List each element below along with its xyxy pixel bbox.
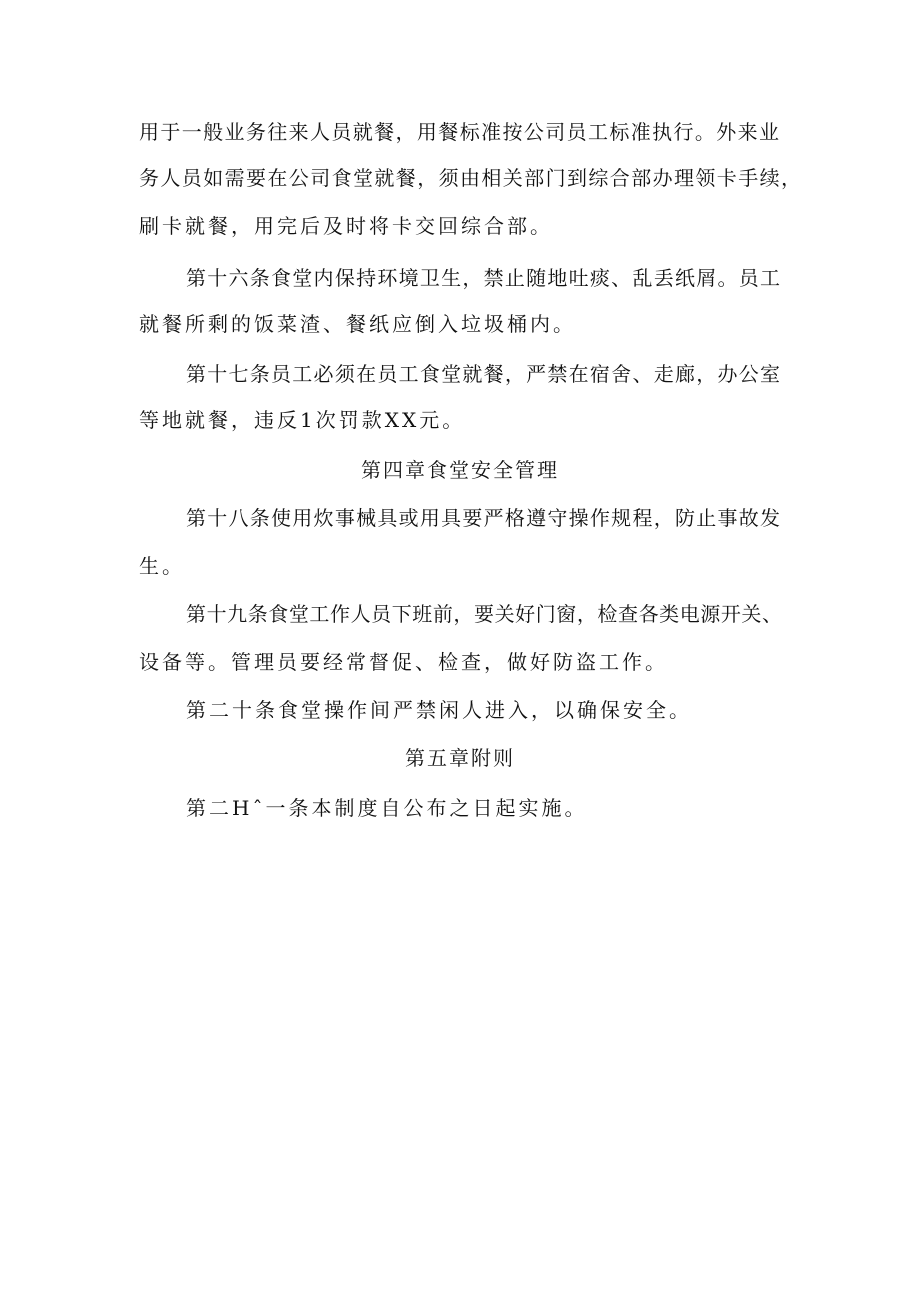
chapter-4-heading: 第四章食堂安全管理 [361, 458, 559, 482]
article-16-first-line: 第十六条食堂内保持环境卫生，禁止随地吐痰、乱丢纸屑。员工 [186, 266, 780, 290]
text-line: 生。 [139, 554, 185, 578]
article-17-first-line: 第十七条员工必须在员工食堂就餐，严禁在宿舍、走廊，办公室 [186, 362, 780, 386]
text-line: 等地就餐，违反1次罚款XX元。 [139, 408, 466, 432]
text-line: 务人员如需要在公司食堂就餐，须由相关部门到综合部办理领卡手续， [139, 166, 801, 190]
text-line: 就餐所剩的饭菜渣、餐纸应倒入垃圾桶内。 [139, 312, 576, 336]
article-20: 第二十条食堂操作间严禁闲人进入，以确保安全。 [186, 698, 692, 722]
text-line: 设备等。管理员要经常督促、检查，做好防盗工作。 [139, 650, 668, 674]
article-18-first-line: 第十八条使用炊事械具或用具要严格遵守操作规程，防止事故发 [186, 506, 780, 530]
article-19-first-line: 第十九条食堂工作人员下班前，要关好门窗，检查各类电源开关、 [186, 602, 782, 626]
text-line: 刷卡就餐，用完后及时将卡交回综合部。 [139, 214, 553, 238]
text-line: 用于一般业务往来人员就餐，用餐标准按公司员工标准执行。外来业 [139, 120, 779, 144]
chapter-5-heading: 第五章附则 [405, 746, 515, 770]
article-21: 第二Hˆ一条本制度自公布之日起实施。 [186, 796, 588, 820]
